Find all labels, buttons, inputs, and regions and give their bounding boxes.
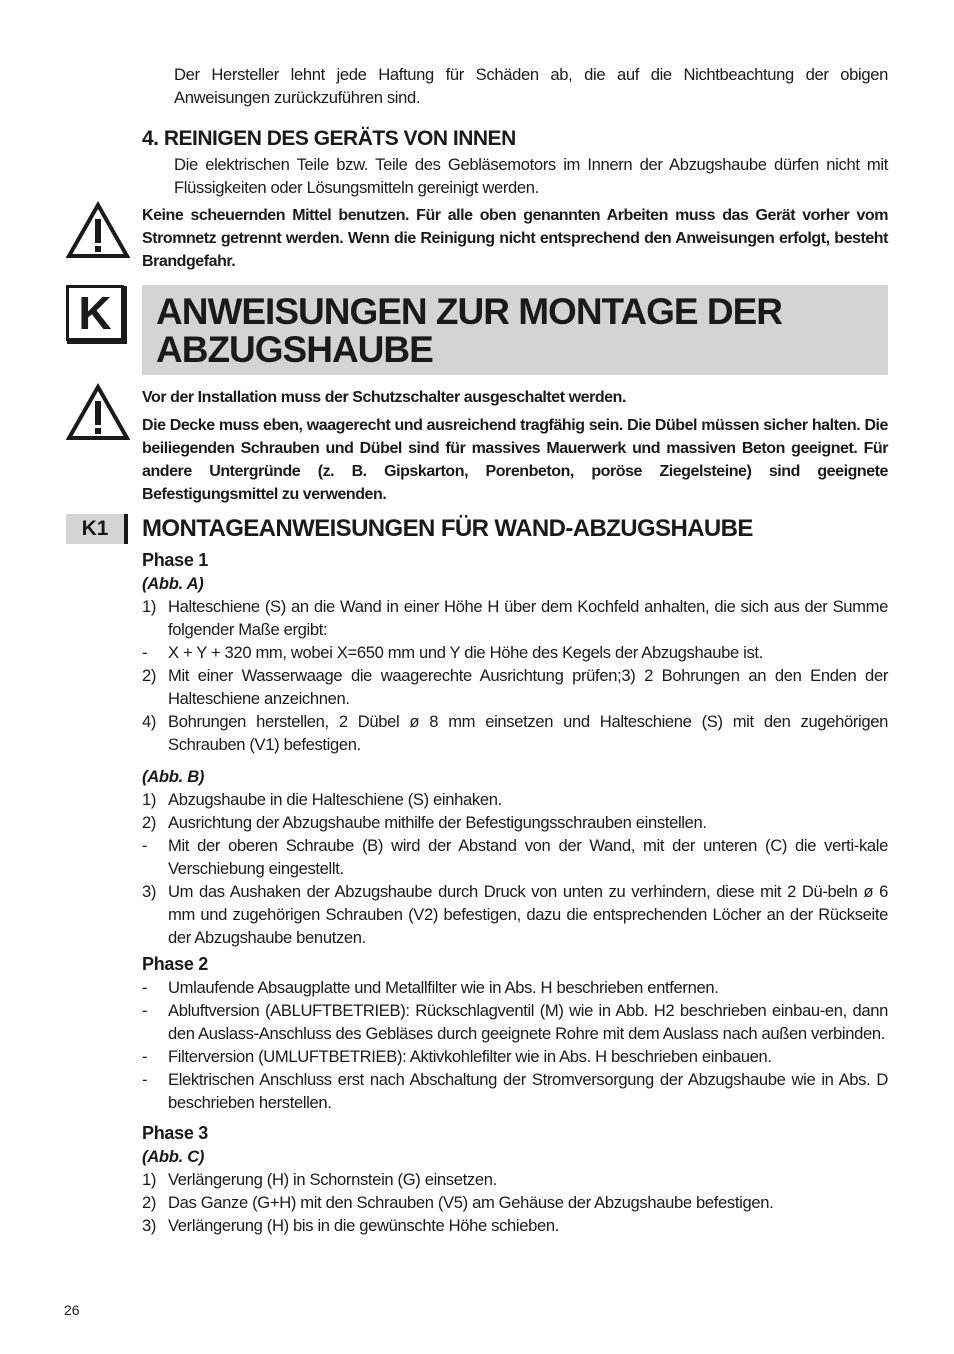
section-4-warning: Keine scheuernden Mittel benutzen. Für alle oben genannten Arbeiten muss das Gerät vorher vom Stromnetz getrennt werden. Wenn die Reinigung nicht entsprechend den Anweisungen erfolgt, besteht Brandgefahr. — [142, 207, 888, 270]
section-k-label-box — [66, 285, 124, 341]
section-k-title — [156, 293, 782, 369]
list-item: - Filterversion (UMLUFTBETRIEB): Aktivkohlefilter wie in Abs. H beschrieben einbauen. — [142, 1047, 772, 1066]
section-k-letter: K — [78, 287, 112, 339]
section-k-title-box — [142, 285, 888, 375]
k1-label: K1 — [81, 517, 109, 540]
list-item: 1) Abzugshaube in die Halteschiene (S) einhaken. — [142, 790, 502, 809]
phase-2-list — [142, 976, 888, 1114]
abb-a-label: (Abb. A) — [142, 574, 204, 593]
phase-1-list-b — [142, 788, 888, 949]
list-item: 4) Bohrungen herstellen, 2 Dübel ø 8 mm einsetzen und Halteschiene (S) mit den zugehörigen Schrauben (V1) befestigen. — [142, 712, 888, 754]
section-k-title-line1: ANWEISUNGEN ZUR MONTAGE DER — [156, 291, 782, 332]
section-k-title-line2: ABZUGSHAUBE — [156, 329, 433, 370]
phase-2-title: Phase 2 — [142, 954, 208, 974]
list-item: - Umlaufende Absaugplatte und Metallfilter wie in Abs. H beschrieben entfernen. — [142, 978, 719, 997]
list-item: - Abluftversion (ABLUFTBETRIEB): Rückschlagventil (M) wie in Abb. H2 beschrieben einbau-en, dann den Auslass-Anschluss des Gebläses durch geeignete Rohre mit dem Auslass nach außen verbinden. — [142, 1001, 888, 1043]
page-number: 26 — [64, 1302, 80, 1318]
list-item: 2) Mit einer Wasserwaage die waagerechte Ausrichtung prüfen;3) 2 Bohrungen an den Enden der Halteschiene anzeichnen. — [142, 666, 888, 708]
k1-label-box — [66, 514, 124, 544]
section-k-warning-1: Vor der Installation muss der Schutzschalter ausgeschaltet werden. — [142, 389, 626, 406]
list-item: 2) Ausrichtung der Abzugshaube mithilfe der Befestigungsschrauben einstellen. — [142, 813, 707, 832]
abb-b-label: (Abb. B) — [142, 767, 205, 786]
k1-body — [142, 549, 888, 1237]
list-item: 2) Das Ganze (G+H) mit den Schrauben (V5) am Gehäuse der Abzugshaube befestigen. — [142, 1193, 774, 1212]
intro-paragraph: Der Hersteller lehnt jede Haftung für Schäden ab, die auf die Nichtbeachtung der obigen Anweisungen zurückzuführen sind. — [174, 65, 888, 107]
list-item: 3) Um das Aushaken der Abzugshaube durch Druck von unten zu verhindern, diese mit 2 Dü-beln ø 6 mm und zugehörigen Schrauben (V2) befestigen, dazu die entsprechenden Löcher an der Rückseite der Abzugshaube benutzen. — [142, 882, 888, 947]
abb-c-label: (Abb. C) — [142, 1147, 205, 1166]
list-item: 3) Verlängerung (H) bis in die gewünschte Höhe schieben. — [142, 1216, 560, 1235]
list-item: 1) Verlängerung (H) in Schornstein (G) einsetzen. — [142, 1170, 497, 1189]
section-4-text: Die elektrischen Teile bzw. Teile des Gebläsemotors im Innern der Abzugshaube dürfen nicht mit Flüssigkeiten oder Lösungsmitteln gereinigt werden. — [174, 155, 888, 197]
phase-3-list — [142, 1168, 888, 1237]
phase-3-title: Phase 3 — [142, 1123, 208, 1143]
k1-heading: MONTAGEANWEISUNGEN FÜR WAND-ABZUGSHAUBE — [142, 515, 753, 542]
section-4-heading: 4. REINIGEN DES GERÄTS VON INNEN — [142, 127, 516, 150]
list-item: 1) Halteschiene (S) an die Wand in einer Höhe H über dem Kochfeld anhalten, die sich aus der Summe folgender Maße ergibt: — [142, 597, 888, 639]
warning-triangle-icon — [66, 383, 130, 441]
section-k-warning-2: Die Decke muss eben, waagerecht und ausreichend tragfähig sein. Die Dübel müssen sicher halten. Die beiliegenden Schrauben und Dübel sind für massives Mauerwerk und massiven Beton geeignet. Für andere Untergründe (z. B. Gipskarton, Porenbeton, poröse Ziegelsteine) sind geeignete Befestigungsmittel zu verwenden. — [142, 417, 888, 503]
list-item: - Elektrischen Anschluss erst nach Abschaltung der Stromversorgung der Abzugshaube wie in Abs. D beschrieben herstellen. — [142, 1070, 888, 1112]
phase-1-title: Phase 1 — [142, 550, 208, 570]
phase-1-list-a — [142, 595, 888, 756]
list-item: - Mit der oberen Schraube (B) wird der Abstand von der Wand, mit der unteren (C) die verti-kale Verschiebung eingestellt. — [142, 836, 888, 878]
warning-triangle-icon — [66, 201, 130, 259]
list-item: - X + Y + 320 mm, wobei X=650 mm und Y die Höhe des Kegels der Abzugshaube ist. — [142, 643, 763, 662]
